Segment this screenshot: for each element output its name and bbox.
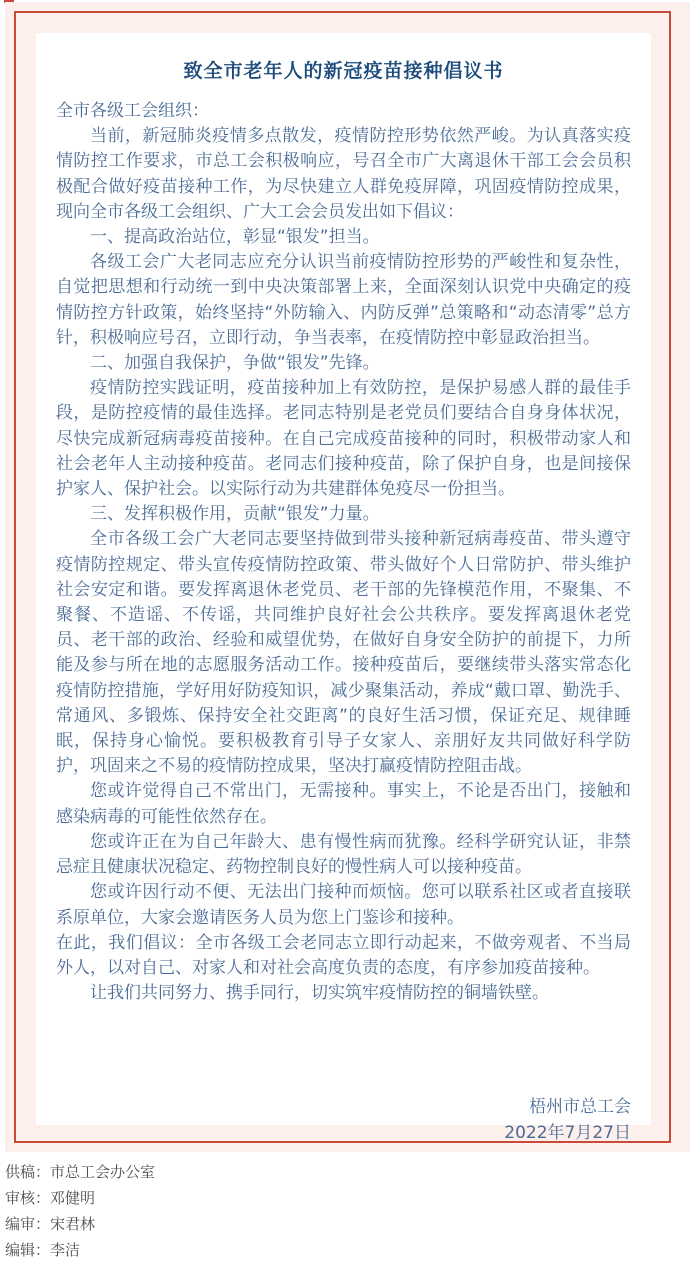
document-card — [36, 33, 651, 1144]
paragraph-section-3: 全市各级工会广大老同志要坚持做到带头接种新冠病毒疫苗、带头遵守疫情防控规定、带头宣传疫情防控政策、带头做好个人日常防护、带头维护社会安定和谐。要发挥离退休老党员、老干部的先锋模范作用，不聚集、不聚餐、不造谣、不传谣，共同维护良好社会公共秩序。要发挥离退休老党员、老干部的政治、经验和威望优势，在做好自身安全防护的前提下，力所能及参与所在地的志愿服务活动工作。接种疫苗后，要继续带头落实常态化疫情防控措施，学好用好防疫知识，减少聚集活动，养成“戴口罩、勤洗手、常通风、多锻炼、保持安全社交距离”的良好生活习惯，保证充足、规律睡眠，保持身心愉悦。要积极教育引导子女家人、亲朋好友共同做好科学防护，巩固来之不易的疫情防控成果，坚决打赢疫情防控阻击战。 — [56, 529, 631, 777]
paragraph-section-1: 各级工会广大老同志应充分认识当前疫情防控形势的严峻性和复杂性，自觉把思想和行动统一到中央决策部署上来，全面深刻认识党中央确定的疫情防控方针政策，始终坚持“外防输入、内防反弹”总策略和“动态清零”总方针，积极响应号召，立即行动，争当表率，在疫情防控中彰显政治担当。 — [56, 252, 631, 348]
document-body — [56, 99, 631, 1006]
paragraph-section-2: 疫情防控实践证明，疫苗接种加上有效防控，是保护易感人群的最佳手段，是防控疫情的最佳选择。老同志特别是老党员们要结合自身身体状况，尽快完成新冠病毒疫苗接种。在自己完成疫苗接种的同时，积极带动家人和社会老年人主动接种疫苗。老同志们接种疫苗，除了保护自身，也是间接保护家人、保护社会。以实际行动为共建群体免疫尽一份担当。 — [56, 378, 631, 500]
signature-org: 梧州市总工会 — [529, 1097, 631, 1118]
footer-credits — [5, 1159, 155, 1263]
paragraph-heading-3: 三、发挥积极作用，贡献“银发”力量。 — [90, 504, 380, 525]
paragraph-heading-1: 一、提高政治站位，彰显“银发”担当。 — [90, 227, 380, 248]
document-title: 致全市老年人的新冠疫苗接种倡议书 — [183, 60, 504, 82]
red-frame — [14, 11, 671, 1143]
signature-block — [56, 1094, 631, 1146]
paragraph-concern-1: 您或许觉得自己不常出门，无需接种。事实上，不论是否出门，接触和感染病毒的可能性依然存在。 — [56, 781, 631, 827]
salutation: 全市各级工会组织： — [56, 101, 209, 121]
paragraph-concern-3: 您或许因行动不便、无法出门接种而烦恼。您可以联系社区或者直接联系原单位，大家会邀请医务人员为您上门鉴诊和接种。 — [56, 882, 631, 928]
credit-reviewer: 审核：邓健明 — [5, 1189, 96, 1207]
pink-panel — [5, 2, 690, 1152]
paragraph-heading-2: 二、加强自我保护，争做“银发”先锋。 — [90, 353, 380, 374]
paragraph-closing: 让我们共同努力、携手同行，切实筑牢疫情防控的铜墙铁壁。 — [90, 983, 549, 1004]
credit-editor-in-charge: 编审：宋君林 — [5, 1215, 96, 1233]
paragraph-intro: 当前，新冠肺炎疫情多点散发，疫情防控形势依然严峻。为认真落实疫情防控工作要求，市总工会积极响应，号召全市广大离退休干部工会会员积极配合做好疫苗接种工作，为尽快建立人群免疫屏障，巩固疫情防控成果，现向全市各级工会组织、广大工会会员发出如下倡议： — [56, 126, 631, 222]
paragraph-concern-2: 您或许正在为自己年龄大、患有慢性病而犹豫。经科学研究认证，非禁忌症且健康状况稳定、药物控制良好的慢性病人可以接种疫苗。 — [56, 831, 631, 878]
signature-date: 2022年7月27日 — [504, 1123, 631, 1144]
paragraph-appeal: 在此，我们倡议：全市各级工会老同志立即行动起来，不做旁观者、不当局外人，以对自己、对家人和对社会高度负责的态度，有序参加疫苗接种。 — [56, 932, 631, 978]
credit-editor: 编辑：李洁 — [5, 1241, 81, 1259]
credit-contributor: 供稿：市总工会办公室 — [5, 1163, 156, 1181]
